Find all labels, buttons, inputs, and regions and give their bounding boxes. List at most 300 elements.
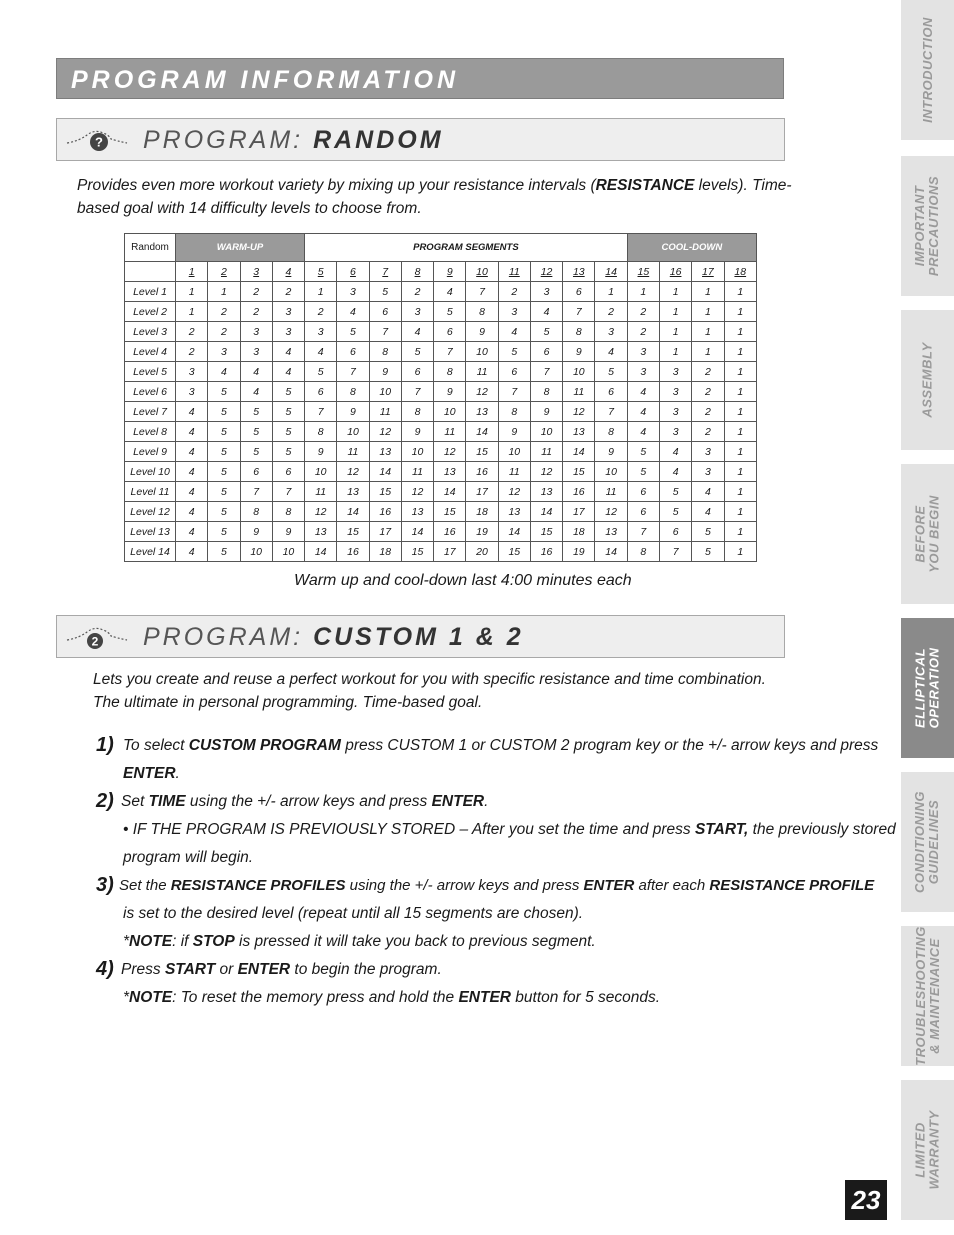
resistance-cell: 18: [466, 502, 498, 522]
table-row: [125, 502, 757, 522]
resistance-cell: 6: [337, 342, 369, 362]
side-tab-limited-warranty[interactable]: [901, 1080, 954, 1220]
side-tab-label: TROUBLESHOOTING & MAINTENANCE: [912, 926, 942, 1066]
resistance-cell: 4: [176, 462, 208, 482]
resistance-cell: 13: [563, 422, 595, 442]
desc-bold: RESISTANCE: [595, 177, 695, 194]
resistance-cell: 5: [272, 422, 304, 442]
resistance-cell: 18: [369, 542, 401, 562]
resistance-cell: 9: [401, 422, 433, 442]
step-text: Set the: [119, 877, 171, 894]
resistance-cell: 11: [530, 442, 562, 462]
step-bold: TIME: [148, 793, 186, 810]
resistance-cell: 4: [401, 322, 433, 342]
resistance-cell: 14: [369, 462, 401, 482]
step-text: : if: [172, 933, 193, 950]
step-text: Set: [121, 793, 149, 810]
resistance-cell: 5: [659, 482, 691, 502]
resistance-cell: 12: [595, 502, 627, 522]
question-icon: [65, 125, 135, 155]
resistance-cell: 16: [369, 502, 401, 522]
resistance-cell: 9: [466, 322, 498, 342]
custom-description-line2: The ultimate in personal programming. Time-based goal.: [93, 694, 483, 711]
program-segments-band: PROGRAM SEGMENTS: [305, 234, 628, 262]
step-text: : To reset the memory press and hold the: [172, 989, 459, 1006]
resistance-cell: 5: [627, 462, 659, 482]
resistance-cell: 5: [240, 422, 272, 442]
resistance-cell: 13: [401, 502, 433, 522]
resistance-cell: 2: [692, 402, 724, 422]
resistance-cell: 5: [240, 402, 272, 422]
resistance-cell: 16: [466, 462, 498, 482]
resistance-cell: 14: [401, 522, 433, 542]
resistance-cell: 6: [240, 462, 272, 482]
resistance-cell: 5: [208, 482, 240, 502]
table-row: [125, 382, 757, 402]
resistance-cell: 3: [498, 302, 530, 322]
resistance-cell: 2: [692, 382, 724, 402]
step-4-line1: [121, 961, 442, 979]
side-tab-label: INTRODUCTION: [919, 17, 935, 123]
resistance-cell: 15: [466, 442, 498, 462]
resistance-cell: 4: [176, 502, 208, 522]
table-band-row: [125, 234, 757, 262]
resistance-cell: 7: [272, 482, 304, 502]
resistance-cell: 3: [659, 362, 691, 382]
random-section-header: [56, 118, 785, 161]
resistance-cell: 10: [337, 422, 369, 442]
resistance-cell: 3: [176, 382, 208, 402]
random-description: [77, 174, 804, 220]
resistance-cell: 3: [272, 302, 304, 322]
resistance-cell: 10: [305, 462, 337, 482]
level-label: Level 5: [125, 362, 176, 382]
resistance-cell: 1: [627, 282, 659, 302]
resistance-cell: 3: [272, 322, 304, 342]
resistance-cell: 11: [369, 402, 401, 422]
resistance-cell: 6: [659, 522, 691, 542]
resistance-cell: 6: [272, 462, 304, 482]
resistance-cell: 3: [595, 322, 627, 342]
resistance-cell: 12: [466, 382, 498, 402]
resistance-cell: 5: [530, 322, 562, 342]
step-bold: STOP: [192, 933, 235, 950]
level-label: Level 7: [125, 402, 176, 422]
segment-column-number: 4: [272, 262, 304, 282]
resistance-cell: 1: [659, 322, 691, 342]
step-text: .: [175, 765, 180, 782]
resistance-cell: 2: [692, 362, 724, 382]
table-column-number-row: [125, 262, 757, 282]
resistance-cell: 1: [724, 382, 756, 402]
step-bold: NOTE: [129, 933, 173, 950]
page-title: PROGRAM INFORMATION: [71, 66, 460, 94]
resistance-cell: 7: [240, 482, 272, 502]
resistance-cell: 8: [563, 322, 595, 342]
side-tab-label: ASSEMBLY: [919, 342, 935, 418]
table-row: [125, 302, 757, 322]
step-bold: RESISTANCE PROFILE: [709, 877, 875, 894]
resistance-cell: 2: [498, 282, 530, 302]
resistance-cell: 1: [724, 522, 756, 542]
resistance-cell: 8: [627, 542, 659, 562]
resistance-cell: 16: [434, 522, 466, 542]
resistance-cell: 4: [208, 362, 240, 382]
resistance-cell: 9: [337, 402, 369, 422]
step-3-number: 3): [96, 874, 114, 896]
side-tab-elliptical-operation[interactable]: [901, 618, 954, 758]
resistance-cell: 6: [498, 362, 530, 382]
resistance-cell: 15: [530, 522, 562, 542]
resistance-cell: 10: [466, 342, 498, 362]
warmup-band: WARM-UP: [176, 234, 305, 262]
resistance-cell: 14: [434, 482, 466, 502]
resistance-cell: 2: [627, 302, 659, 322]
step-text: is pressed it will take you back to previous segment.: [234, 933, 596, 950]
segment-column-number: 11: [498, 262, 530, 282]
resistance-cell: 4: [530, 302, 562, 322]
resistance-cell: 5: [627, 442, 659, 462]
resistance-cell: 4: [176, 482, 208, 502]
level-label: Level 13: [125, 522, 176, 542]
resistance-cell: 12: [434, 442, 466, 462]
resistance-cell: 5: [305, 362, 337, 382]
resistance-cell: 5: [659, 502, 691, 522]
resistance-cell: 1: [692, 342, 724, 362]
resistance-cell: 3: [627, 362, 659, 382]
resistance-cell: 15: [498, 542, 530, 562]
resistance-cell: 13: [530, 482, 562, 502]
resistance-cell: 7: [466, 282, 498, 302]
segment-column-number: 14: [595, 262, 627, 282]
side-tab-before-you-begin[interactable]: [901, 464, 954, 604]
resistance-cell: 9: [305, 442, 337, 462]
step-text: button for 5 seconds.: [510, 989, 661, 1006]
custom-section-header: [56, 615, 785, 658]
step-1-line1: [123, 737, 878, 755]
side-tab-label: CONDITIONING GUIDELINES: [912, 790, 942, 894]
resistance-cell: 12: [337, 462, 369, 482]
resistance-cell: 17: [563, 502, 595, 522]
table-row: [125, 462, 757, 482]
resistance-cell: 4: [176, 522, 208, 542]
desc-text: Provides even more workout variety by mixing up your resistance intervals (: [77, 177, 596, 194]
step-bold: CUSTOM PROGRAM: [188, 737, 341, 754]
level-label: Level 12: [125, 502, 176, 522]
resistance-cell: 7: [498, 382, 530, 402]
resistance-cell: 5: [208, 422, 240, 442]
svg-text:?: ?: [95, 134, 103, 150]
table-blank-cell: [125, 262, 176, 282]
resistance-cell: 1: [724, 422, 756, 442]
resistance-cell: 2: [401, 282, 433, 302]
resistance-cell: 4: [627, 382, 659, 402]
resistance-cell: 6: [434, 322, 466, 342]
resistance-cell: 2: [176, 322, 208, 342]
resistance-cell: 14: [563, 442, 595, 462]
resistance-cell: 14: [337, 502, 369, 522]
resistance-cell: 13: [305, 522, 337, 542]
segment-column-number: 16: [659, 262, 691, 282]
resistance-cell: 12: [401, 482, 433, 502]
resistance-cell: 3: [530, 282, 562, 302]
random-program-table: [124, 233, 757, 562]
resistance-cell: 17: [434, 542, 466, 562]
resistance-cell: 13: [466, 402, 498, 422]
resistance-cell: 4: [498, 322, 530, 342]
resistance-cell: 2: [176, 342, 208, 362]
resistance-cell: 8: [369, 342, 401, 362]
resistance-cell: 1: [724, 502, 756, 522]
resistance-cell: 11: [466, 362, 498, 382]
resistance-cell: 7: [659, 542, 691, 562]
resistance-cell: 1: [724, 342, 756, 362]
resistance-cell: 1: [724, 542, 756, 562]
desc-text: levels). Time-based goal with 14 difficulty levels to choose from.: [77, 177, 792, 217]
resistance-cell: 4: [692, 502, 724, 522]
resistance-cell: 3: [240, 342, 272, 362]
step-text: Press: [121, 961, 165, 978]
step-text: To select: [123, 737, 189, 754]
step-text: *: [123, 933, 130, 950]
table-row: [125, 482, 757, 502]
resistance-cell: 2: [692, 422, 724, 442]
resistance-cell: 5: [208, 542, 240, 562]
resistance-cell: 18: [563, 522, 595, 542]
resistance-cell: 19: [563, 542, 595, 562]
segment-column-number: 12: [530, 262, 562, 282]
resistance-cell: 2: [240, 302, 272, 322]
resistance-cell: 3: [240, 322, 272, 342]
resistance-cell: 4: [659, 462, 691, 482]
side-tab-label: ELLIPTICAL OPERATION: [912, 647, 942, 729]
level-label: Level 6: [125, 382, 176, 402]
step-2-bullet-line2: program will begin.: [123, 849, 254, 866]
step-bold: ENTER: [237, 961, 291, 978]
resistance-cell: 10: [530, 422, 562, 442]
resistance-cell: 12: [530, 462, 562, 482]
table-row: [125, 442, 757, 462]
step-2-bullet-line1: [123, 821, 896, 839]
resistance-cell: 5: [401, 342, 433, 362]
resistance-cell: 2: [627, 322, 659, 342]
side-tab-important-precautions[interactable]: [901, 156, 954, 296]
step-text: .: [484, 793, 489, 810]
resistance-cell: 6: [563, 282, 595, 302]
resistance-cell: 15: [337, 522, 369, 542]
resistance-cell: 7: [530, 362, 562, 382]
resistance-cell: 1: [692, 302, 724, 322]
resistance-cell: 5: [208, 462, 240, 482]
resistance-cell: 17: [369, 522, 401, 542]
resistance-cell: 3: [627, 342, 659, 362]
resistance-cell: 1: [595, 282, 627, 302]
step-bold: START,: [694, 821, 749, 838]
resistance-cell: 4: [272, 362, 304, 382]
side-tab-introduction[interactable]: [901, 0, 954, 140]
step-1-number: 1): [96, 734, 114, 756]
resistance-cell: 9: [272, 522, 304, 542]
resistance-cell: 3: [176, 362, 208, 382]
resistance-cell: 1: [305, 282, 337, 302]
step-2-number: 2): [96, 790, 114, 812]
side-tab-label: BEFORE YOU BEGIN: [912, 495, 942, 573]
resistance-cell: 5: [595, 362, 627, 382]
resistance-cell: 10: [240, 542, 272, 562]
segment-column-number: 5: [305, 262, 337, 282]
resistance-cell: 3: [659, 402, 691, 422]
segment-column-number: 9: [434, 262, 466, 282]
resistance-cell: 2: [272, 282, 304, 302]
resistance-cell: 7: [627, 522, 659, 542]
step-bold: ENTER: [431, 793, 485, 810]
resistance-cell: 14: [498, 522, 530, 542]
resistance-cell: 10: [369, 382, 401, 402]
resistance-cell: 2: [305, 302, 337, 322]
table-caption: Warm up and cool-down last 4:00 minutes each: [294, 572, 632, 589]
side-tab-conditioning-guidelines[interactable]: [901, 772, 954, 912]
resistance-cell: 9: [595, 442, 627, 462]
resistance-cell: 4: [659, 442, 691, 462]
resistance-cell: 6: [530, 342, 562, 362]
resistance-cell: 8: [272, 502, 304, 522]
resistance-cell: 5: [208, 522, 240, 542]
segment-column-number: 13: [563, 262, 595, 282]
table-row: [125, 542, 757, 562]
resistance-cell: 2: [240, 282, 272, 302]
resistance-cell: 1: [724, 362, 756, 382]
step-text: using the +/- arrow keys and press: [185, 793, 432, 810]
segment-column-number: 7: [369, 262, 401, 282]
step-text: press CUSTOM 1 or CUSTOM 2 program key or the +/- arrow keys and press: [340, 737, 879, 754]
step-text: or: [215, 961, 238, 978]
resistance-cell: 6: [595, 382, 627, 402]
step-bold: RESISTANCE PROFILES: [170, 877, 346, 894]
segment-column-number: 6: [337, 262, 369, 282]
resistance-cell: 3: [208, 342, 240, 362]
resistance-cell: 7: [595, 402, 627, 422]
resistance-cell: 6: [627, 502, 659, 522]
step-text: after each: [634, 877, 710, 894]
title-program-name: RANDOM: [313, 126, 444, 154]
resistance-cell: 1: [724, 442, 756, 462]
resistance-cell: 4: [627, 402, 659, 422]
resistance-cell: 1: [176, 302, 208, 322]
resistance-cell: 1: [724, 282, 756, 302]
side-tab-assembly[interactable]: [901, 310, 954, 450]
resistance-cell: 8: [498, 402, 530, 422]
resistance-cell: 3: [692, 442, 724, 462]
table-row: [125, 342, 757, 362]
resistance-cell: 8: [240, 502, 272, 522]
resistance-cell: 8: [595, 422, 627, 442]
resistance-cell: 5: [208, 382, 240, 402]
resistance-cell: 3: [659, 382, 691, 402]
table-row: [125, 282, 757, 302]
table-row: [125, 422, 757, 442]
table-row: [125, 522, 757, 542]
resistance-cell: 11: [434, 422, 466, 442]
resistance-cell: 6: [305, 382, 337, 402]
resistance-cell: 4: [240, 362, 272, 382]
page-header-bar: [56, 58, 784, 99]
step-4-number: 4): [96, 958, 114, 980]
resistance-cell: 10: [563, 362, 595, 382]
custom-description-line1: Lets you create and reuse a perfect workout for you with specific resistance and time combination.: [93, 671, 766, 688]
resistance-cell: 4: [176, 442, 208, 462]
step-text: *: [123, 989, 130, 1006]
segment-column-number: 10: [466, 262, 498, 282]
resistance-cell: 4: [176, 422, 208, 442]
resistance-cell: 9: [240, 522, 272, 542]
step-bold: ENTER: [123, 765, 176, 782]
resistance-cell: 4: [240, 382, 272, 402]
resistance-cell: 1: [176, 282, 208, 302]
resistance-cell: 8: [337, 382, 369, 402]
segment-column-number: 18: [724, 262, 756, 282]
title-prefix: PROGRAM:: [143, 623, 304, 651]
resistance-cell: 5: [692, 542, 724, 562]
resistance-cell: 5: [240, 442, 272, 462]
resistance-cell: 14: [466, 422, 498, 442]
resistance-cell: 14: [305, 542, 337, 562]
level-label: Level 2: [125, 302, 176, 322]
resistance-cell: 5: [272, 442, 304, 462]
resistance-cell: 4: [434, 282, 466, 302]
resistance-cell: 15: [434, 502, 466, 522]
resistance-cell: 11: [563, 382, 595, 402]
number-2-icon: [65, 622, 135, 652]
resistance-cell: 12: [305, 502, 337, 522]
resistance-cell: 13: [434, 462, 466, 482]
resistance-cell: 14: [530, 502, 562, 522]
resistance-cell: 9: [369, 362, 401, 382]
resistance-cell: 4: [337, 302, 369, 322]
resistance-cell: 1: [724, 322, 756, 342]
step-3-line2: is set to the desired level (repeat until all 15 segments are chosen).: [123, 905, 584, 922]
resistance-cell: 6: [627, 482, 659, 502]
resistance-cell: 4: [595, 342, 627, 362]
segment-column-number: 3: [240, 262, 272, 282]
segment-column-number: 1: [176, 262, 208, 282]
table-corner-label: Random: [125, 234, 176, 262]
resistance-cell: 1: [724, 402, 756, 422]
resistance-cell: 3: [401, 302, 433, 322]
resistance-cell: 12: [563, 402, 595, 422]
resistance-cell: 9: [530, 402, 562, 422]
level-label: Level 3: [125, 322, 176, 342]
title-prefix: PROGRAM:: [143, 126, 304, 154]
resistance-cell: 8: [466, 302, 498, 322]
resistance-cell: 7: [434, 342, 466, 362]
level-label: Level 14: [125, 542, 176, 562]
resistance-cell: 3: [692, 462, 724, 482]
step-1-line2: [123, 765, 180, 783]
resistance-cell: 1: [692, 322, 724, 342]
resistance-cell: 13: [369, 442, 401, 462]
resistance-cell: 2: [208, 322, 240, 342]
resistance-cell: 10: [272, 542, 304, 562]
step-2-line1: [121, 793, 488, 811]
step-text: the previously stored: [748, 821, 896, 838]
resistance-cell: 3: [337, 282, 369, 302]
resistance-cell: 7: [369, 322, 401, 342]
resistance-cell: 11: [401, 462, 433, 482]
resistance-cell: 4: [692, 482, 724, 502]
resistance-cell: 16: [337, 542, 369, 562]
step-bold: ENTER: [458, 989, 511, 1006]
side-tab-troubleshooting-maintenance[interactable]: [901, 926, 954, 1066]
